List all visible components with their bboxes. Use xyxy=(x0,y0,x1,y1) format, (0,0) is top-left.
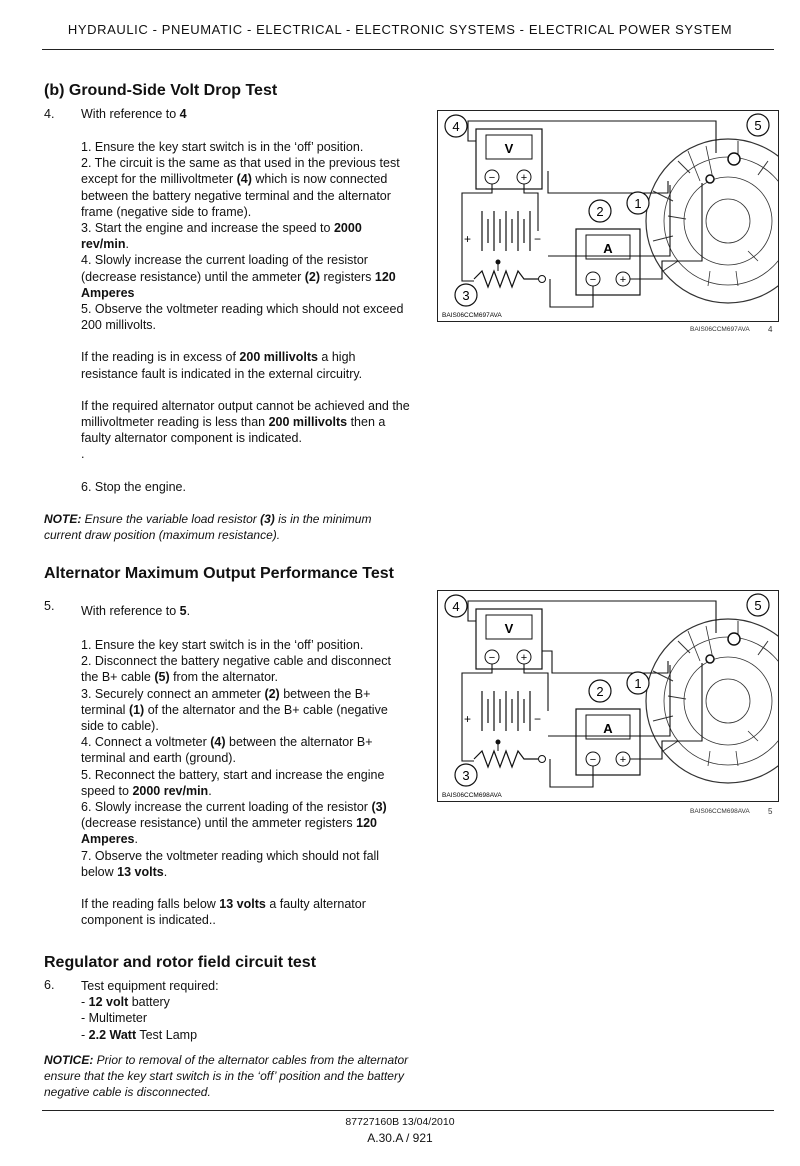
alternator-icon xyxy=(646,139,778,303)
section-title-max-output: Alternator Maximum Output Performance Test xyxy=(44,565,394,582)
wiring-diagram-5 xyxy=(438,591,778,801)
steps-ground-side xyxy=(81,139,411,495)
step-text: 3. Securely connect an ammeter (2) between the B+ terminal (1) of the alternator and the B+ cable (negative side to cable). xyxy=(81,686,388,734)
step-text: 4. Connect a voltmeter (4) between the alternator B+ terminal and earth (ground). xyxy=(81,735,373,766)
figure-4-diagram xyxy=(437,110,779,322)
resistor-icon xyxy=(474,751,538,767)
section-title-regulator: Regulator and rotor field circuit test xyxy=(44,954,317,971)
figure-4-number: 4 xyxy=(768,325,773,334)
equipment-item: - Multimeter xyxy=(81,1011,147,1026)
figure-4-code: BAIS06CCM697AVA xyxy=(690,326,750,333)
footer-doc-id: 87727160B 13/04/2010 xyxy=(345,1116,455,1128)
battery-icon xyxy=(482,691,530,731)
step-text: 1. Ensure the key start switch is in the ‘off’ position. xyxy=(81,638,364,652)
equipment-item: - 12 volt battery xyxy=(81,995,170,1010)
callout-3: 3 xyxy=(462,768,470,783)
callout-2: 2 xyxy=(596,204,604,219)
alternator-icon xyxy=(646,619,778,783)
reference-line-4: With reference to 4 xyxy=(81,107,187,121)
wiring-diagram-4 xyxy=(438,111,778,321)
step-number-6: 6. xyxy=(44,978,55,992)
paragraph: If the reading is in excess of 200 millivolts a high resistance fault is indicated in the external circuitry. xyxy=(81,350,363,381)
svg-text:+: + xyxy=(520,172,528,184)
svg-text:−: − xyxy=(534,712,542,726)
callout-4: 4 xyxy=(452,599,460,614)
figure-5-diagram xyxy=(437,590,779,802)
callout-5: 5 xyxy=(754,118,762,133)
step-text: 2. Disconnect the battery negative cable and disconnect the B+ cable (5) from the alternator. xyxy=(81,654,391,685)
ammeter-label: A xyxy=(603,241,613,256)
step-text: 7. Observe the voltmeter reading which should not fall below 13 volts. xyxy=(81,848,380,879)
callout-1: 1 xyxy=(634,196,642,211)
step-text: 6. Stop the engine. xyxy=(81,479,186,494)
paragraph: If the required alternator output cannot be achieved and the millivoltmeter reading is less than 200 millivolts then a faulty alternator component is indicated. xyxy=(81,398,410,446)
equipment-intro: Test equipment required: xyxy=(81,979,219,993)
step-text: 1. Ensure the key start switch is in the ‘off’ position. xyxy=(81,140,364,154)
step-number-5: 5. xyxy=(44,599,55,613)
step-text: 4. Slowly increase the current loading of the resistor (decrease resistance) until the ammeter (2) registers 120 Amperes xyxy=(81,253,396,300)
step-text: 2. The circuit is the same as that used in the previous test except for the millivoltmeter (4) which is now connected between the battery negative terminal and the alternator frame (negative side to frame). xyxy=(81,156,400,219)
equipment-item: - 2.2 Watt Test Lamp xyxy=(81,1027,198,1042)
figure-code-inner: BAIS06CCM698AVA xyxy=(442,792,502,799)
paragraph: . xyxy=(81,447,85,462)
voltmeter-label: V xyxy=(504,141,514,156)
svg-text:+: + xyxy=(464,712,472,726)
equipment-list xyxy=(81,978,411,1043)
callout-4: 4 xyxy=(452,119,460,134)
svg-text:−: − xyxy=(589,754,597,766)
footer-page-number: A.30.A / 921 xyxy=(367,1131,433,1145)
svg-text:+: + xyxy=(464,232,472,246)
reference-line-5: With reference to 5. xyxy=(81,604,191,618)
figure-5-number: 5 xyxy=(768,807,773,816)
svg-text:−: − xyxy=(534,232,542,246)
figure-5-code: BAIS06CCM698AVA xyxy=(690,808,750,815)
svg-text:−: − xyxy=(488,172,496,184)
svg-text:+: + xyxy=(619,274,627,286)
svg-text:+: + xyxy=(619,754,627,766)
battery-icon xyxy=(482,211,530,251)
steps-max-output xyxy=(81,637,411,928)
svg-text:−: − xyxy=(589,274,597,286)
resistor-icon xyxy=(474,271,538,287)
note-block: NOTE: Ensure the variable load resistor (3) is in the minimum current draw position (maximum resistance). xyxy=(44,512,372,542)
figure-code-inner: BAIS06CCM697AVA xyxy=(442,312,502,319)
ammeter-label: A xyxy=(603,721,613,736)
callout-2: 2 xyxy=(596,684,604,699)
svg-text:+: + xyxy=(520,652,528,664)
svg-text:−: − xyxy=(488,652,496,664)
page-header: HYDRAULIC - PNEUMATIC - ELECTRICAL - ELECTRONIC SYSTEMS - ELECTRICAL POWER SYSTEM xyxy=(67,22,733,37)
callout-1: 1 xyxy=(634,676,642,691)
section-title-ground-side: (b) Ground-Side Volt Drop Test xyxy=(44,82,278,99)
step-text: 5. Reconnect the battery, start and increase the engine speed to 2000 rev/min. xyxy=(81,767,385,798)
voltmeter-label: V xyxy=(504,621,514,636)
step-number-4: 4. xyxy=(44,107,55,121)
callout-5: 5 xyxy=(754,598,762,613)
step-text: 3. Start the engine and increase the speed to 2000 rev/min. xyxy=(81,221,362,252)
paragraph: If the reading falls below 13 volts a faulty alternator component is indicated.. xyxy=(81,897,366,928)
footer-rule xyxy=(42,1110,774,1111)
step-text: 5. Observe the voltmeter reading which should not exceed 200 millivolts. xyxy=(81,302,404,333)
callout-3: 3 xyxy=(462,288,470,303)
step-text: 6. Slowly increase the current loading of the resistor (3) (decrease resistance) until the ammeter registers 120 Amperes. xyxy=(81,800,387,847)
header-rule xyxy=(42,49,774,50)
notice-block: NOTICE: Prior to removal of the alternator cables from the alternator ensure that the key start switch is in the ‘off’ position and the battery negative cable is disconnected. xyxy=(44,1053,409,1099)
